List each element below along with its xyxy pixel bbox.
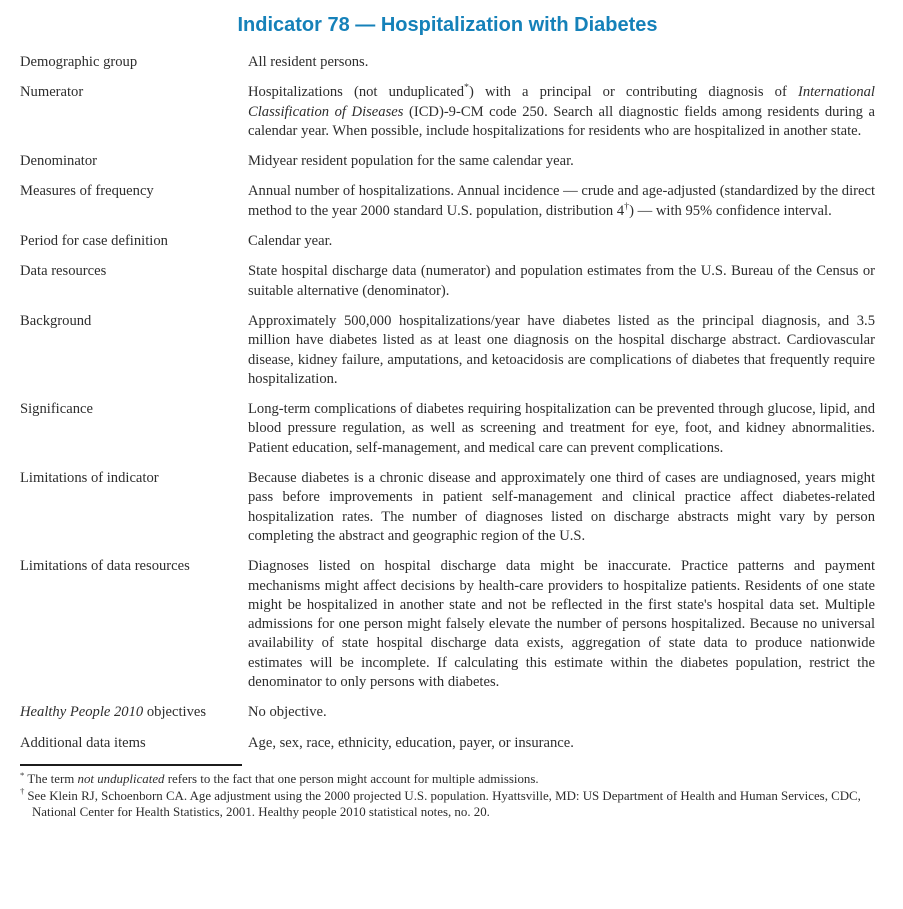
definition-row bbox=[20, 152, 875, 171]
text-segment: objectives bbox=[143, 704, 207, 721]
row-description bbox=[248, 703, 875, 722]
row-label bbox=[20, 557, 248, 692]
row-label bbox=[20, 312, 248, 389]
text-segment: not unduplicated bbox=[77, 771, 165, 786]
text-segment: Period for case definition bbox=[20, 233, 168, 250]
row-description bbox=[248, 734, 875, 753]
text-segment: refers to the fact that one person might account for multiple admissions. bbox=[164, 771, 539, 786]
definition-row bbox=[20, 703, 875, 722]
text-segment: (ICD)-9-CM code 250. Search all diagnostic fields among residents during a calendar year. When possible, include hospitalizations for residents who are hospitalized in another state. bbox=[248, 103, 875, 139]
text-segment: All resident persons. bbox=[248, 54, 369, 70]
definition-row bbox=[20, 469, 875, 546]
text-segment: Measures of frequency bbox=[20, 183, 154, 200]
text-segment: Significance bbox=[20, 401, 93, 418]
row-label bbox=[20, 83, 248, 141]
row-label bbox=[20, 53, 248, 72]
footnote-ref: † bbox=[624, 200, 630, 212]
row-label bbox=[20, 232, 248, 251]
footnote-marker: * bbox=[20, 769, 25, 780]
definition-row bbox=[20, 182, 875, 221]
definition-row bbox=[20, 400, 875, 458]
footnote-marker: † bbox=[20, 786, 25, 797]
text-segment: International Classification of Diseases bbox=[248, 84, 875, 120]
text-segment: ) — with 95% confidence interval. bbox=[629, 202, 832, 219]
text-segment: Demographic group bbox=[20, 54, 138, 70]
text-segment: Hospitalizations (not unduplicated bbox=[248, 84, 464, 101]
row-description bbox=[248, 152, 875, 171]
text-segment: Long-term complications of diabetes requiring hospitalization can be prevented through glucose, lipid, and blood pressure regulation, as well as screening and treatment for eye, foot, and kidney abnormalities. Patient education, self-management, and medical care can prevent complications. bbox=[248, 401, 875, 456]
text-segment: Annual number of hospitalizations. Annual incidence — crude and age-adjusted (standardized by the direct method to the year 2000 standard U.S. population, distribution 4 bbox=[248, 183, 875, 219]
text-segment: Approximately 500,000 hospitalizations/year have diabetes listed as the principal diagnosis, and 3.5 million have diabetes listed as at least one diagnosis on the hospital discharge abstract. Cardiovascular disease, kidney failure, amputations, and ketoacidosis are complications of diabetes that frequently require hospitalization. bbox=[248, 312, 875, 387]
footnote bbox=[20, 788, 875, 821]
footnotes bbox=[20, 771, 875, 821]
text-segment: Additional data items bbox=[20, 734, 146, 751]
definition-row bbox=[20, 232, 875, 251]
definition-row bbox=[20, 262, 875, 301]
text-segment: Calendar year. bbox=[248, 233, 333, 250]
text-segment: Diagnoses listed on hospital discharge data might be inaccurate. Practice patterns and payment mechanisms might affect decisions by health-care providers to hospitalize patients. Residents of one state might be hospitalized in another state and not be reflected in the first state's hospital data set. Multiple admissions for one person might falsely elevate the number of persons hospitalized. Because no universal availability of state hospital discharge data exists, aggregation of state data to produce nationwide estimates will be incomplete. If calculating this estimate within the diabetes population, restrict the denominator to only persons with diabetes. bbox=[248, 558, 875, 691]
row-description bbox=[248, 312, 875, 389]
text-segment: Limitations of indicator bbox=[20, 470, 159, 487]
row-description bbox=[248, 83, 875, 141]
definition-row bbox=[20, 557, 875, 692]
text-segment: State hospital discharge data (numerator) and population estimates from the U.S. Bureau of the Census or suitable alternative (denominator). bbox=[248, 263, 875, 299]
row-label bbox=[20, 734, 248, 753]
text-segment: Numerator bbox=[20, 84, 84, 101]
footnote-rule bbox=[20, 764, 242, 766]
text-segment: Background bbox=[20, 312, 92, 329]
text-segment: Age, sex, race, ethnicity, education, payer, or insurance. bbox=[248, 734, 574, 751]
text-segment: The term bbox=[27, 771, 78, 786]
text-segment: Healthy People 2010 bbox=[20, 704, 144, 721]
row-label bbox=[20, 469, 248, 546]
row-label bbox=[20, 152, 248, 171]
definition-row bbox=[20, 312, 875, 389]
footnote-ref: * bbox=[464, 82, 469, 94]
text-segment: Limitations of data resources bbox=[20, 558, 190, 575]
text-segment: Because diabetes is a chronic disease and approximately one third of cases are undiagnosed, years might pass before improvements in patient self-management and clinical practice affect diabetes-related hospitalization rates. The number of diagnoses listed on discharge abstracts might vary by person completing the abstract and geographic region of the U.S. bbox=[248, 470, 875, 544]
row-label bbox=[20, 262, 248, 301]
row-description bbox=[248, 469, 875, 546]
footnote bbox=[20, 771, 875, 788]
text-segment: Midyear resident population for the same calendar year. bbox=[248, 153, 574, 170]
row-description bbox=[248, 400, 875, 458]
text-segment: Data resources bbox=[20, 263, 107, 280]
text-segment: Denominator bbox=[20, 153, 98, 170]
row-description bbox=[248, 262, 875, 301]
definition-row bbox=[20, 83, 875, 141]
definition-row bbox=[20, 734, 875, 753]
definition-list bbox=[20, 53, 875, 753]
row-label bbox=[20, 703, 248, 722]
row-label bbox=[20, 400, 248, 458]
row-description bbox=[248, 182, 875, 221]
page-title: Indicator 78 — Hospitalization with Diabetes bbox=[237, 14, 658, 36]
definition-row bbox=[20, 53, 875, 72]
row-label bbox=[20, 182, 248, 221]
text-segment: See Klein RJ, Schoenborn CA. Age adjustment using the 2000 projected U.S. population. Hyattsville, MD: US Department of Health and Human Services, CDC, National Center for Health Statistics, 2001. Healthy people 2010 statistical notes, no. 20. bbox=[27, 788, 861, 820]
row-description bbox=[248, 232, 875, 251]
text-segment: No objective. bbox=[248, 704, 327, 721]
row-description bbox=[248, 557, 875, 692]
text-segment: ) with a principal or contributing diagnosis of bbox=[468, 84, 798, 101]
row-description bbox=[248, 53, 875, 72]
